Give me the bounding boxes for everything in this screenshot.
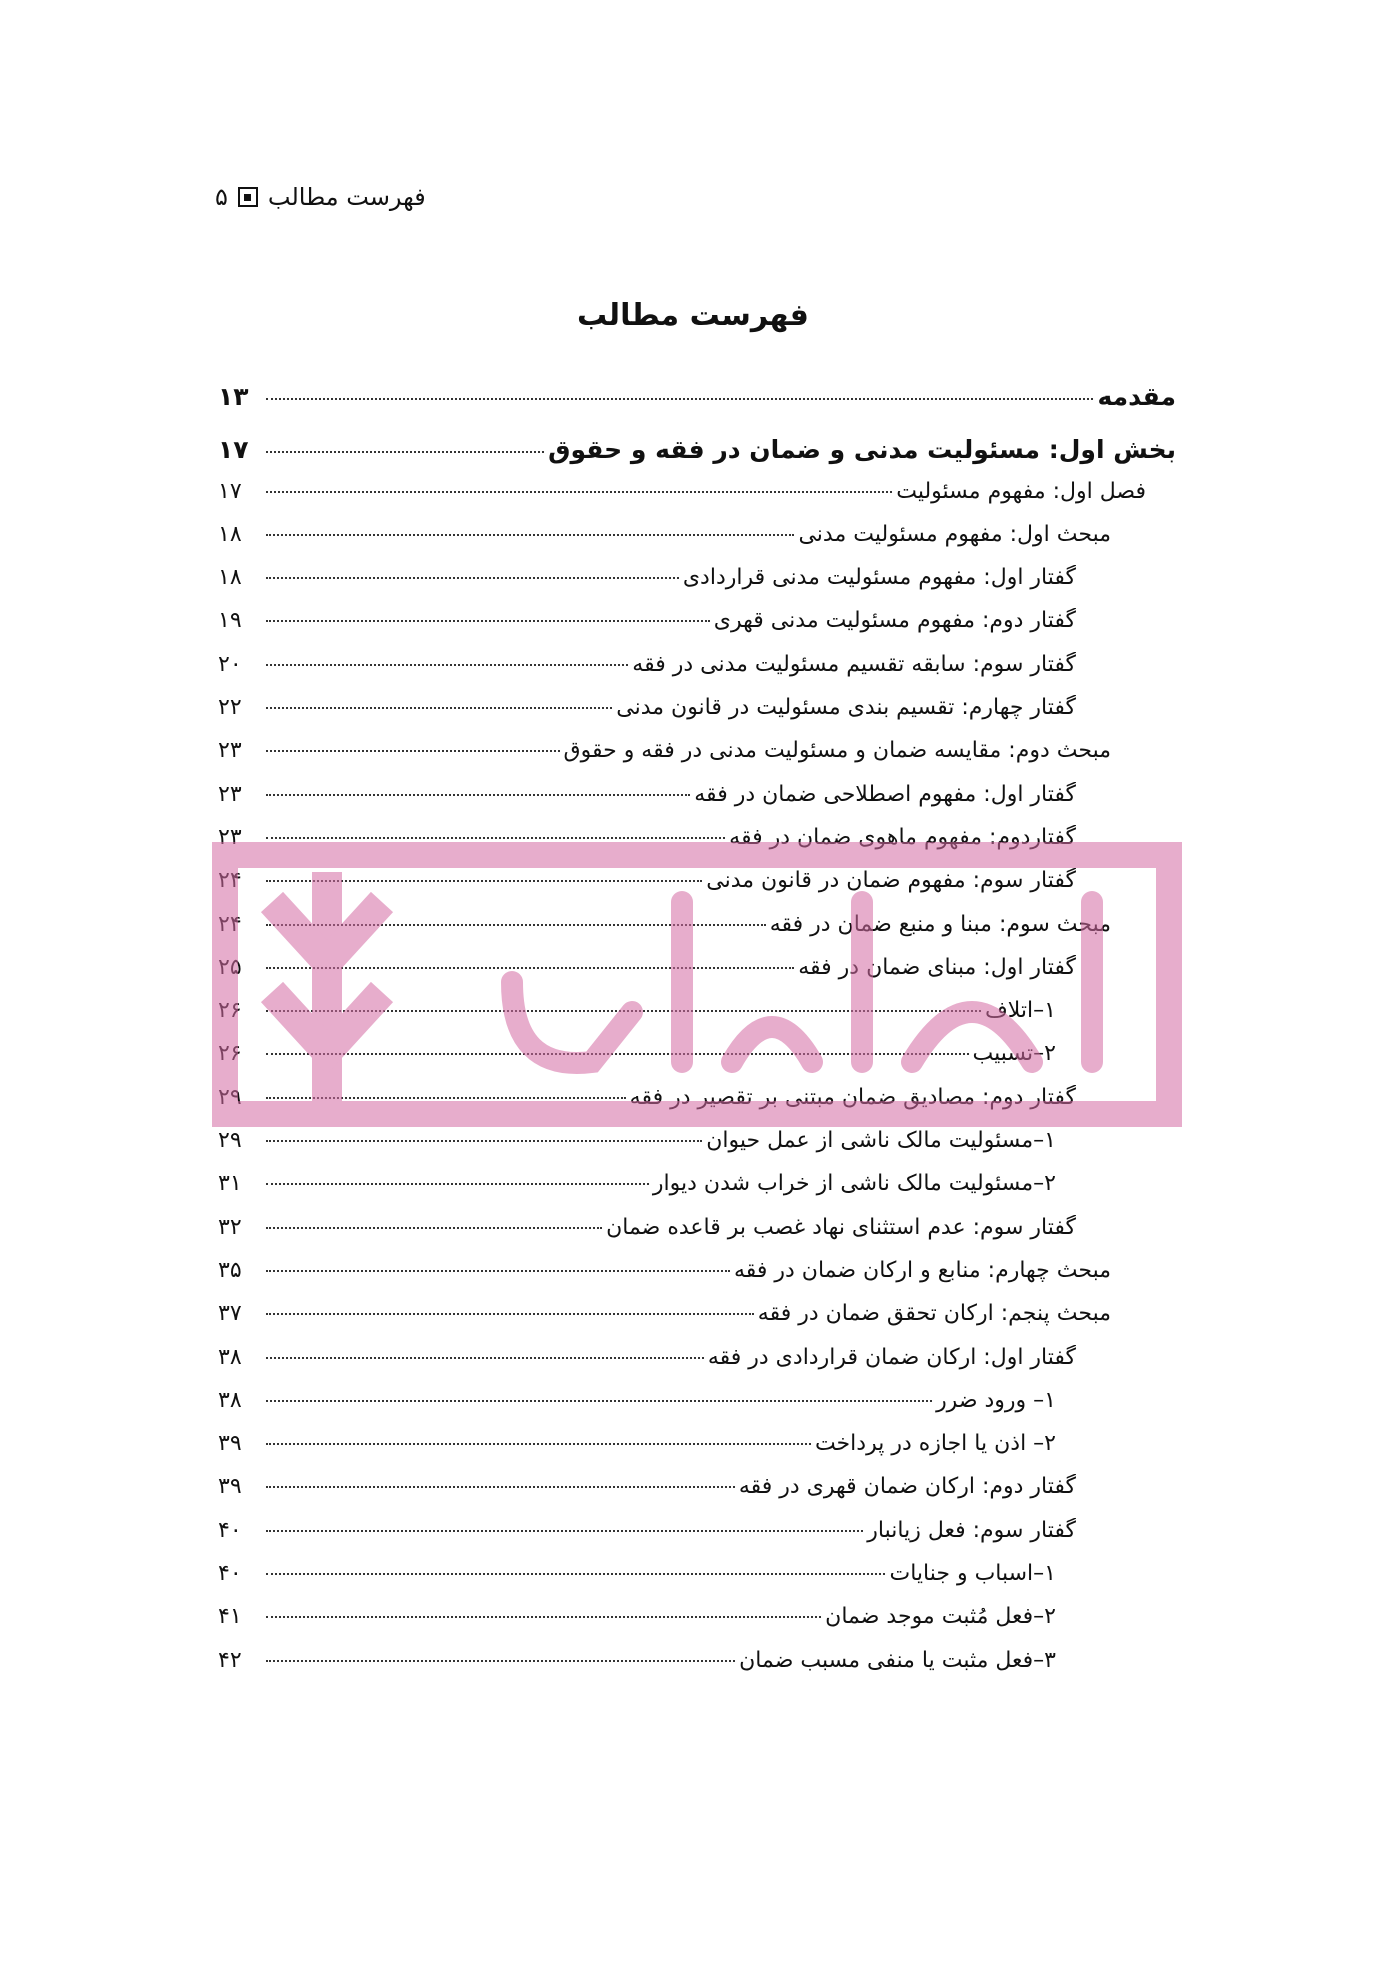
dot-leader bbox=[266, 1573, 885, 1575]
dot-leader bbox=[266, 1357, 704, 1359]
toc-entry-page: ۲۶ bbox=[218, 1041, 242, 1067]
dot-leader bbox=[266, 534, 794, 536]
toc-entry-label: گفتار اول: مفهوم اصطلاحی ضمان در فقه bbox=[694, 781, 1076, 807]
toc-entry-label: فصل اول: مفهوم مسئولیت bbox=[896, 478, 1146, 504]
dot-leader bbox=[266, 398, 1093, 400]
toc-entry-label: گفتار سوم: سابقه تقسیم مسئولیت مدنی در فقه bbox=[632, 651, 1076, 677]
toc-entry-page: ۲۵ bbox=[218, 954, 242, 980]
toc-entry-page: ۲۲ bbox=[218, 695, 242, 721]
toc-entry-page: ۳۸ bbox=[218, 1344, 242, 1370]
toc-entry-label: ۲–مسئولیت مالک ناشی از خراب شدن دیوار bbox=[652, 1171, 1056, 1197]
toc-entry-page: ۳۹ bbox=[218, 1474, 242, 1500]
square-bullet-icon bbox=[238, 187, 258, 207]
dot-leader bbox=[266, 1660, 735, 1662]
toc-entry-label: گفتار اول: مفهوم مسئولیت مدنی قراردادی bbox=[682, 565, 1076, 591]
toc-entry[interactable] bbox=[218, 1215, 1176, 1258]
dot-leader bbox=[266, 1443, 811, 1445]
toc-entry-label: ۱–مسئولیت مالک ناشی از عمل حیوان bbox=[706, 1128, 1056, 1154]
toc-entry[interactable] bbox=[218, 912, 1176, 955]
toc-entry[interactable] bbox=[218, 1518, 1176, 1561]
toc-entry[interactable] bbox=[218, 1561, 1176, 1604]
dot-leader bbox=[266, 451, 544, 453]
toc-entry[interactable] bbox=[218, 695, 1176, 738]
toc-entry-label: گفتار سوم: عدم استثنای نهاد غصب بر قاعده ضمان bbox=[606, 1214, 1076, 1240]
toc-entry-label: ۱–اسباب و جنایات bbox=[889, 1561, 1056, 1587]
toc-entry-page: ۴۰ bbox=[218, 1517, 242, 1543]
dot-leader bbox=[266, 1227, 602, 1229]
toc-entry-page: ۲۳ bbox=[218, 824, 242, 850]
dot-leader bbox=[266, 1313, 754, 1315]
dot-leader bbox=[266, 1616, 821, 1618]
dot-leader bbox=[266, 750, 560, 752]
toc-entry-label: گفتار دوم: مفهوم مسئولیت مدنی قهری bbox=[713, 608, 1076, 634]
dot-leader bbox=[266, 880, 702, 882]
toc-entry-page: ۳۲ bbox=[218, 1214, 242, 1240]
dot-leader bbox=[266, 837, 725, 839]
toc-entry[interactable] bbox=[218, 782, 1176, 825]
toc-entry-label: مبحث پنجم: ارکان تحقق ضمان در فقه bbox=[757, 1301, 1111, 1327]
toc-entry-label: ۲– اذن یا اجازه در پرداخت bbox=[814, 1431, 1056, 1457]
toc-entry-label: ۲–تسبیب bbox=[972, 1041, 1056, 1067]
toc-entry-page: ۳۷ bbox=[218, 1301, 242, 1327]
toc-entry[interactable] bbox=[218, 1258, 1176, 1301]
toc-entry[interactable] bbox=[218, 522, 1176, 565]
toc-entry-page: ۲۳ bbox=[218, 781, 242, 807]
dot-leader bbox=[266, 1486, 735, 1488]
dot-leader bbox=[266, 1183, 649, 1185]
toc-entry[interactable] bbox=[218, 868, 1176, 911]
toc-entry-page: ۲۳ bbox=[218, 738, 242, 764]
dot-leader bbox=[266, 924, 766, 926]
toc-entry-label: مقدمه bbox=[1097, 382, 1176, 411]
dot-leader bbox=[266, 620, 710, 622]
toc-entry[interactable] bbox=[218, 1041, 1176, 1084]
toc-entry[interactable] bbox=[218, 1345, 1176, 1388]
toc-entry-label: ۱–اتلاف bbox=[985, 998, 1056, 1024]
toc-entry-page: ۴۲ bbox=[218, 1647, 242, 1673]
toc-entry[interactable] bbox=[218, 955, 1176, 998]
toc-entry-label: مبحث چهارم: منابع و ارکان ضمان در فقه bbox=[733, 1257, 1111, 1283]
table-of-contents bbox=[218, 382, 1176, 1691]
toc-entry-label: مبحث سوم: مبنا و منبع ضمان در فقه bbox=[769, 911, 1111, 937]
toc-entry[interactable] bbox=[218, 608, 1176, 651]
dot-leader bbox=[266, 1010, 981, 1012]
toc-entry-label: گفتاردوم: مفهوم ماهوی ضمان در فقه bbox=[729, 824, 1076, 850]
toc-entry-label: مبحث اول: مفهوم مسئولیت مدنی bbox=[798, 521, 1111, 547]
toc-entry-page: ۲۴ bbox=[218, 868, 242, 894]
toc-entry-label: ۳–فعل مثبت یا منفی مسبب ضمان bbox=[739, 1647, 1056, 1673]
toc-entry[interactable] bbox=[218, 738, 1176, 781]
toc-entry-page: ۱۹ bbox=[218, 608, 242, 634]
toc-entry[interactable] bbox=[218, 998, 1176, 1041]
dot-leader bbox=[266, 1097, 626, 1099]
toc-entry-label: گفتار دوم: مصادیق ضمان مبتنی بر تقصیر در فقه bbox=[629, 1084, 1076, 1110]
toc-entry[interactable] bbox=[218, 565, 1176, 608]
toc-entry[interactable] bbox=[218, 1085, 1176, 1128]
toc-entry-page: ۳۸ bbox=[218, 1387, 242, 1413]
toc-entry-label: گفتار سوم: مفهوم ضمان در قانون مدنی bbox=[706, 868, 1076, 894]
toc-entry-page: ۳۱ bbox=[218, 1171, 242, 1197]
header-title: فهرست مطالب bbox=[267, 183, 426, 211]
toc-entry[interactable] bbox=[218, 479, 1176, 522]
dot-leader bbox=[266, 664, 628, 666]
dot-leader bbox=[266, 491, 892, 493]
toc-entry-label: گفتار دوم: ارکان ضمان قهری در فقه bbox=[738, 1474, 1076, 1500]
toc-entry-page: ۱۳ bbox=[218, 382, 249, 411]
toc-entry[interactable] bbox=[218, 652, 1176, 695]
dot-leader bbox=[266, 1400, 932, 1402]
toc-entry-label: بخش اول: مسئولیت مدنی و ضمان در فقه و حقوق bbox=[548, 435, 1176, 465]
toc-entry-page: ۱۸ bbox=[218, 521, 242, 547]
toc-entry-page: ۱۸ bbox=[218, 565, 242, 591]
dot-leader bbox=[266, 1053, 969, 1055]
toc-entry-page: ۱۷ bbox=[218, 435, 249, 465]
dot-leader bbox=[266, 1530, 863, 1532]
toc-entry-label: ۱– ورود ضرر bbox=[936, 1387, 1056, 1413]
toc-entry[interactable] bbox=[218, 1388, 1176, 1431]
toc-entry-page: ۴۰ bbox=[218, 1561, 242, 1587]
toc-entry-page: ۲۴ bbox=[218, 911, 242, 937]
toc-entry[interactable] bbox=[218, 1648, 1176, 1691]
dot-leader bbox=[266, 967, 794, 969]
toc-entry-label: گفتار اول: مبنای ضمان در فقه bbox=[798, 954, 1076, 980]
toc-entry-label: مبحث دوم: مقایسه ضمان و مسئولیت مدنی در فقه و حقوق bbox=[563, 738, 1111, 764]
dot-leader bbox=[266, 1270, 730, 1272]
dot-leader bbox=[266, 1140, 702, 1142]
page-title: فهرست مطالب bbox=[577, 298, 809, 333]
dot-leader bbox=[266, 707, 612, 709]
toc-entry-page: ۲۹ bbox=[218, 1128, 242, 1154]
toc-entry[interactable] bbox=[218, 435, 1176, 478]
toc-entry-page: ۴۱ bbox=[218, 1604, 242, 1630]
toc-entry[interactable] bbox=[218, 1431, 1176, 1474]
toc-entry[interactable] bbox=[218, 1604, 1176, 1647]
toc-entry-page: ۱۷ bbox=[218, 478, 242, 504]
toc-entry-page: ۳۵ bbox=[218, 1257, 242, 1283]
toc-entry[interactable] bbox=[218, 1301, 1176, 1344]
toc-entry-label: ۲–فعل مُثبت موجد ضمان bbox=[825, 1604, 1056, 1630]
toc-entry[interactable] bbox=[218, 825, 1176, 868]
toc-entry-page: ۲۰ bbox=[218, 651, 242, 677]
toc-entry-page: ۲۹ bbox=[218, 1084, 242, 1110]
toc-entry-label: گفتار چهارم: تقسیم بندی مسئولیت در قانون مدنی bbox=[616, 695, 1076, 721]
toc-entry[interactable] bbox=[218, 382, 1176, 425]
header-page-number: ۵ bbox=[215, 183, 228, 211]
running-header bbox=[215, 183, 426, 211]
toc-entry-label: گفتار سوم: فعل زیانبار bbox=[867, 1517, 1076, 1543]
dot-leader bbox=[266, 577, 679, 579]
toc-entry-page: ۳۹ bbox=[218, 1431, 242, 1457]
toc-entry-label: گفتار اول: ارکان ضمان قراردادی در فقه bbox=[707, 1344, 1076, 1370]
toc-entry-page: ۲۶ bbox=[218, 998, 242, 1024]
toc-entry[interactable] bbox=[218, 1474, 1176, 1517]
toc-entry[interactable] bbox=[218, 1171, 1176, 1214]
dot-leader bbox=[266, 794, 690, 796]
toc-entry[interactable] bbox=[218, 1128, 1176, 1171]
